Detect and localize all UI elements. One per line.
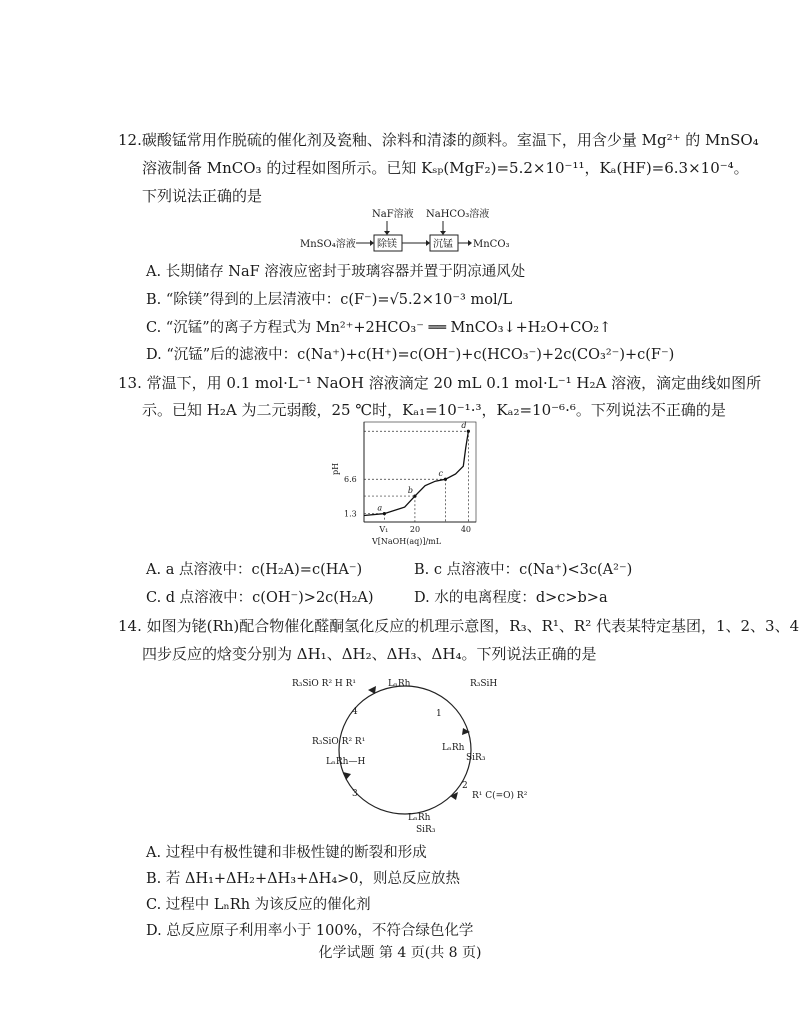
cycle-arrowhead-4 <box>368 686 376 694</box>
reactant-r3sih: R₃SiH <box>470 679 498 689</box>
q14-option-b: B. 若 ΔH₁+ΔH₂+ΔH₃+ΔH₄>0，则总反应放热 <box>146 871 461 887</box>
x-tick-label-1: 20 <box>409 525 421 534</box>
point-c <box>444 478 447 481</box>
point-label-b: b <box>407 486 414 496</box>
point-b <box>413 494 416 497</box>
species-lnrh: LₙRh <box>388 679 411 689</box>
product-silyl-ether: R₃SiO R² H R¹ <box>292 679 357 689</box>
species-ketone-complex: LₙRh <box>408 813 431 823</box>
species-sir3-group: SiR₃ <box>466 753 486 763</box>
species-silyl-ether-rh: R₃SiO R² R¹ <box>312 737 366 747</box>
q12-line-1: 12.碳酸锰常用作脱硫的催化剂及瓷釉、涂料和清漆的颜料。室温下，用含少量 Mg²⁺ 的 MnSO₄ <box>118 131 759 149</box>
species-rh-hydride: LₙRh <box>442 743 465 753</box>
point-a <box>383 512 386 515</box>
q13-option-c: C. d 点溶液中：c(OH⁻)>2c(H₂A) <box>146 590 374 606</box>
q12-step-2-label: 沉锰 <box>433 239 453 250</box>
y-axis-label: pH <box>331 462 340 475</box>
q14-option-c: C. 过程中 LₙRh 为该反应的催化剂 <box>146 897 371 913</box>
x-tick-label-0: V₁ <box>379 525 389 534</box>
q12-option-c: C. “沉锰”的离子方程式为 Mn²⁺+2HCO₃⁻ ══ MnCO₃↓+H₂O+CO₂↑ <box>146 320 612 336</box>
point-label-a: a <box>377 503 383 513</box>
x-tick-label-2: 40 <box>460 525 472 534</box>
q13-titration-curve-chart <box>330 418 490 550</box>
q12-option-d: D. “沉锰”后的滤液中：c(Na⁺)+c(H⁺)=c(OH⁻)+c(HCO₃⁻)+2c(CO₃²⁻)+c(F⁻) <box>146 347 675 363</box>
q14-option-a: A. 过程中有极性键和非极性键的断裂和形成 <box>146 845 427 861</box>
q12-line-3: 下列说法正确的是 <box>142 187 263 205</box>
y-tick-label-1: 6.6 <box>344 475 357 485</box>
x-axis-label: V[NaOH(aq)]/mL <box>372 537 442 546</box>
y-tick-label-0: 1.3 <box>344 509 357 519</box>
point-d <box>467 430 470 433</box>
step-number-3: 3 <box>352 789 358 799</box>
species-ketone-complex-sir3: SiR₃ <box>416 825 436 835</box>
q12-option-a: A. 长期储存 NaF 溶液应密封于玻璃容器并置于阴凉通风处 <box>146 264 526 280</box>
q12-line-2: 溶液制备 MnCO₃ 的过程如图所示。已知 Kₛₚ(MgF₂)=5.2×10⁻¹¹，Kₐ(HF)=6.3×10⁻⁴。 <box>142 159 749 177</box>
q14-line-2: 四步反应的焓变分别为 ΔH₁、ΔH₂、ΔH₃、ΔH₄。下列说法正确的是 <box>142 645 597 663</box>
q12-process-flow-diagram <box>300 205 520 253</box>
q13-line-1: 13. 常温下，用 0.1 mol·L⁻¹ NaOH 溶液滴定 20 mL 0.1 mol·L⁻¹ H₂A 溶液，滴定曲线如图所 <box>118 374 762 392</box>
species-lnrh-h: LₙRh—H <box>326 757 366 767</box>
step-number-4: 4 <box>352 707 358 717</box>
point-label-c: c <box>438 469 443 479</box>
q13-option-d: D. 水的电离程度：d>c>b>a <box>414 590 608 606</box>
point-label-d: d <box>461 421 467 431</box>
q12-reagent-naf: NaF溶液 <box>372 209 414 220</box>
q13-line-2: 示。已知 H₂A 为二元弱酸，25 ℃时，Kₐ₁=10⁻¹·³，Kₐ₂=10⁻⁶·⁶。下列说法不正确的是 <box>142 401 726 419</box>
step-number-2: 2 <box>462 781 468 791</box>
reactant-ketone-label: R¹ C(=O) R² <box>472 791 528 801</box>
q13-option-a: A. a 点溶液中：c(H₂A)=c(HA⁻) <box>146 562 363 578</box>
q12-step-1-label: 除镁 <box>377 239 397 250</box>
q13-option-b: B. c 点溶液中：c(Na⁺)<3c(A²⁻) <box>414 562 633 578</box>
q14-catalytic-cycle-diagram <box>290 668 528 835</box>
q14-line-1: 14. 如图为铑(Rh)配合物催化醛酮氢化反应的机理示意图，R₃、R¹、R² 代表某特定基团，1、2、3、4 <box>118 617 800 635</box>
q12-output-mnco3: MnCO₃ <box>473 239 510 250</box>
q12-option-b: B. “除镁”得到的上层清液中：c(F⁻)=√5.2×10⁻³ mol/L <box>146 292 513 308</box>
page-footer: 化学试题 第 4 页(共 8 页) <box>318 945 482 961</box>
q12-reagent-nahco3: NaHCO₃溶液 <box>426 209 490 220</box>
q12-input-mnso4: MnSO₄溶液 <box>300 239 356 250</box>
step-number-1: 1 <box>436 709 442 719</box>
q14-option-d: D. 总反应原子利用率小于 100%，不符合绿色化学 <box>146 923 474 939</box>
